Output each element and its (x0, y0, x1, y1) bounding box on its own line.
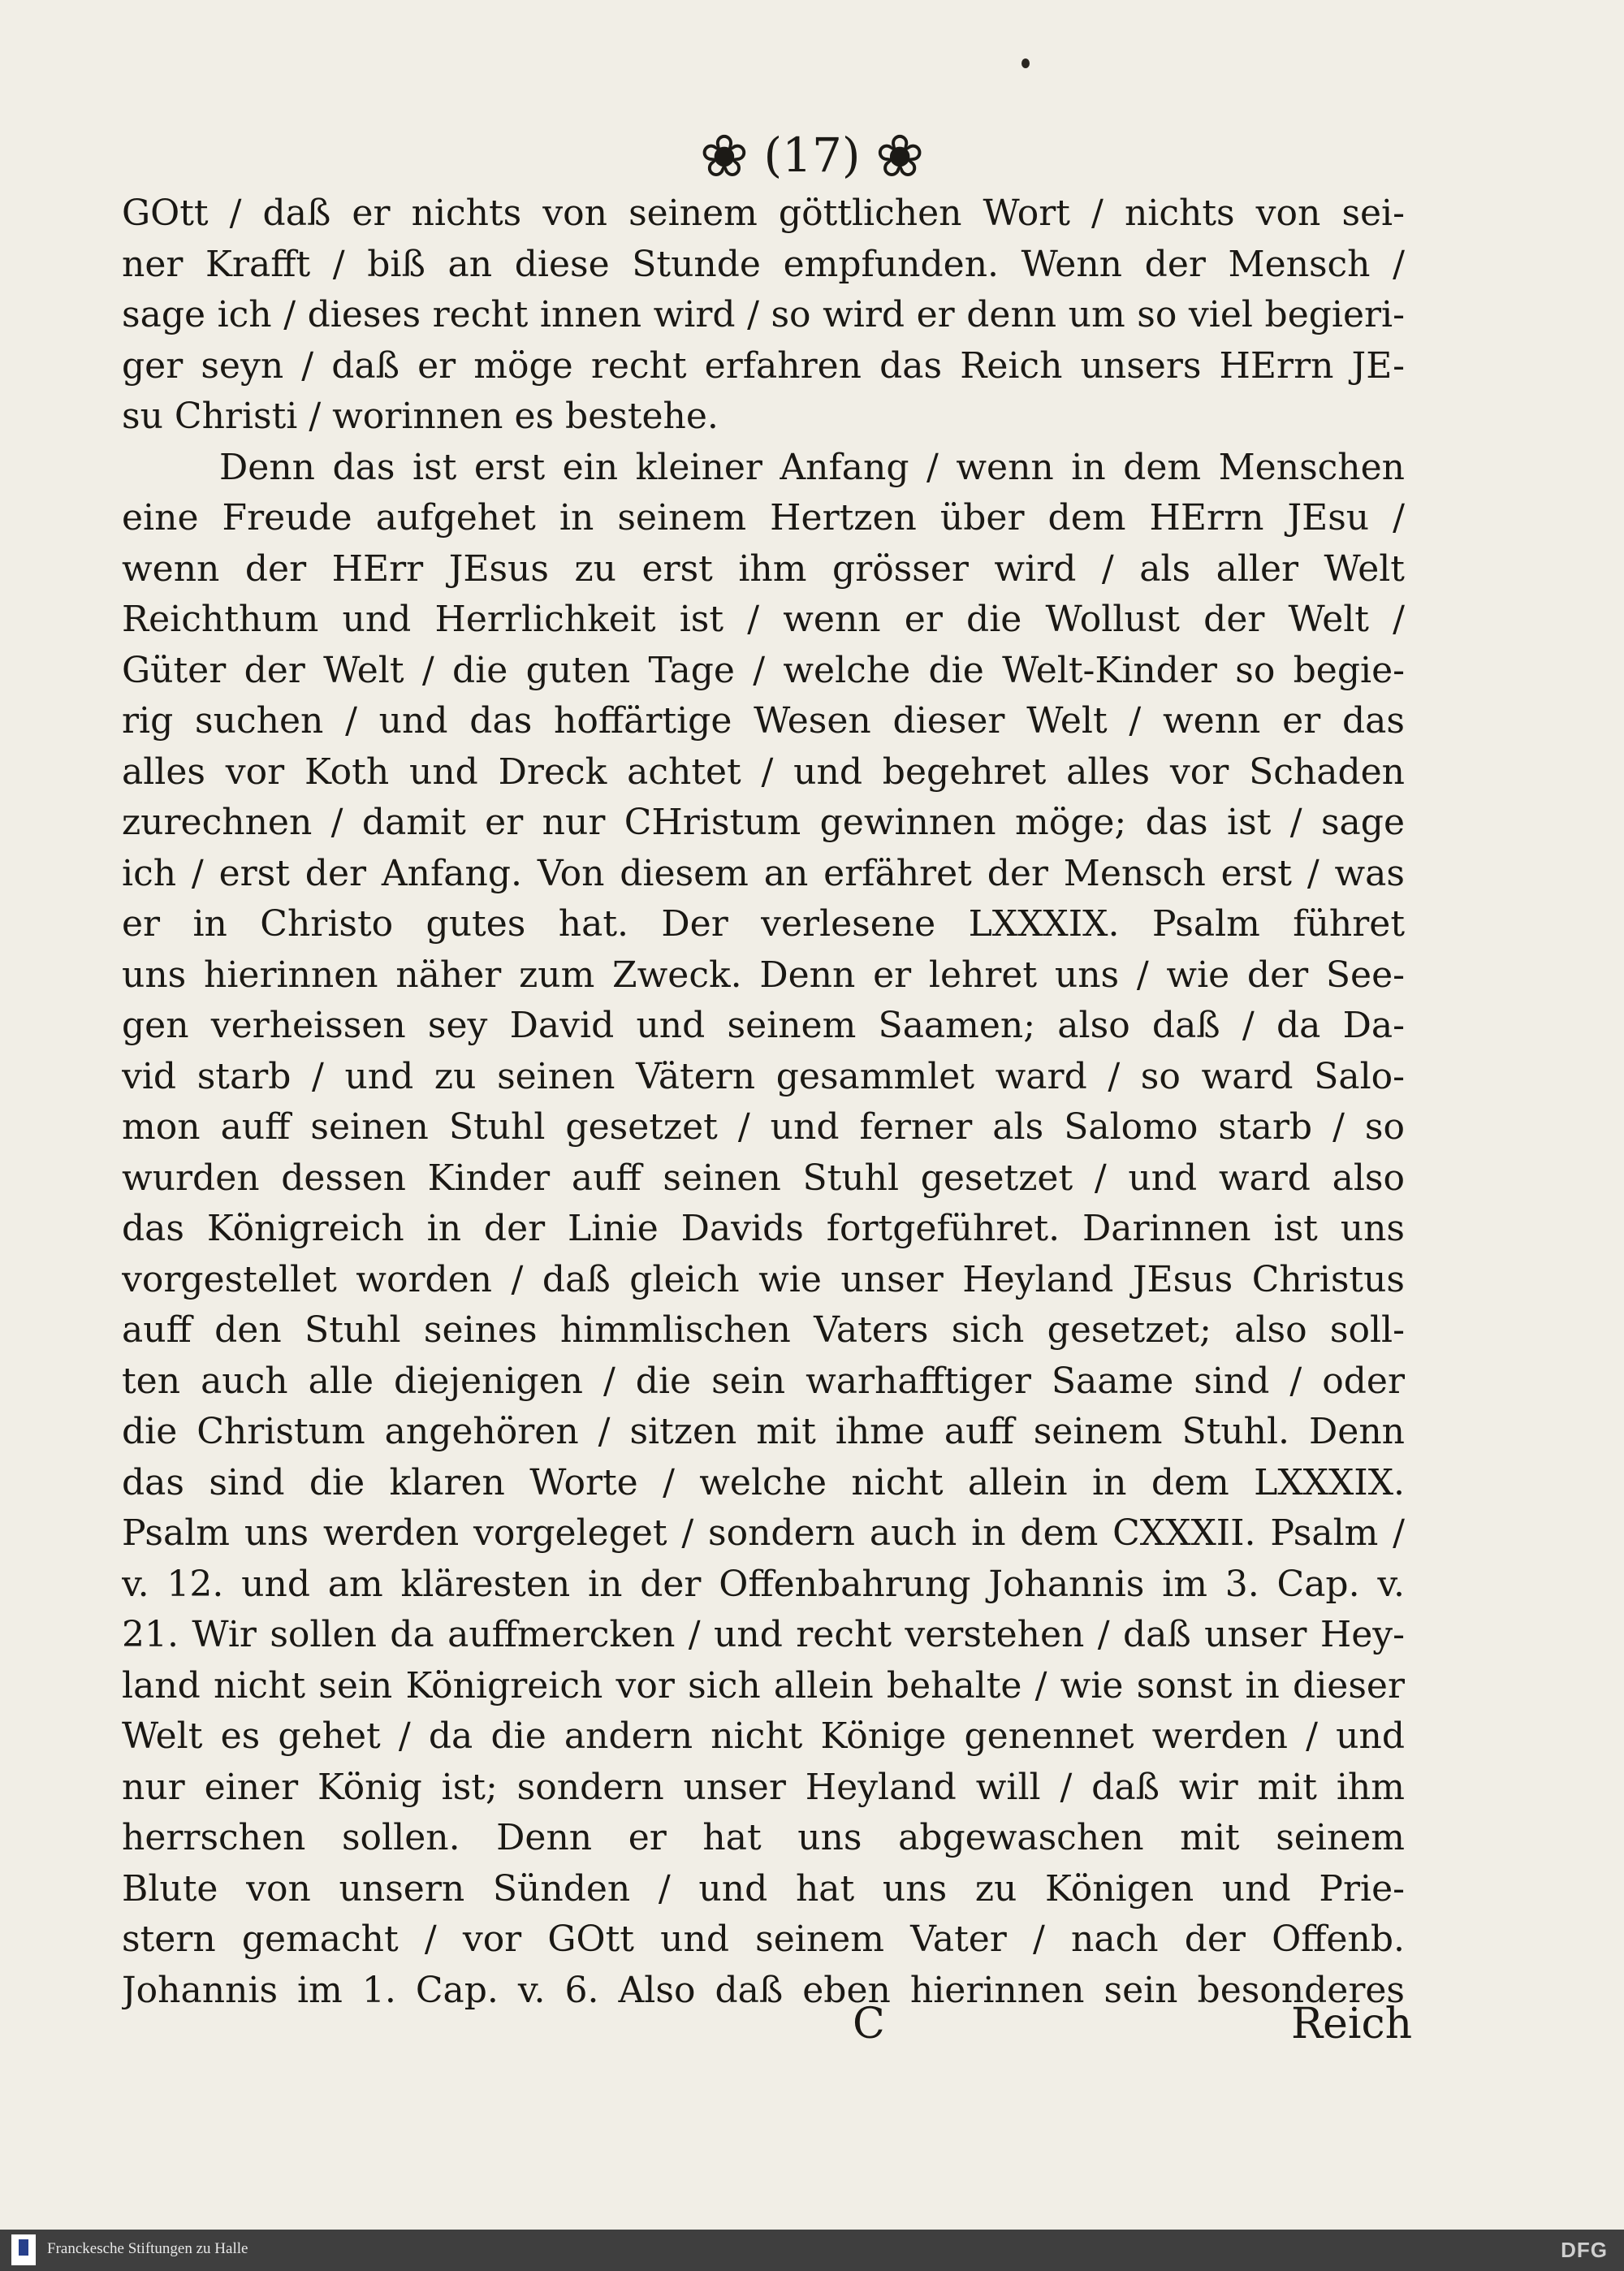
body-text (122, 188, 1405, 2016)
text-line: die Christum angehören / sitzen mit ihme auff seinem Stuhl. Denn (122, 1411, 1405, 1452)
text-line: uns hierinnen näher zum Zweck. Denn er lehret uns / wie der See- (122, 954, 1405, 996)
text-line: land nicht sein Königreich vor sich allein behalte / wie sonst in dieser (122, 1664, 1405, 1706)
page-header (0, 122, 1624, 195)
flower-ornament-icon: ❀ (875, 122, 925, 190)
text-line: sage ich / dieses recht innen wird / so wird er denn um so viel begieri- (122, 294, 1405, 335)
text-line: Johannis im 1. Cap. v. 6. Also daß eben hierinnen sein besonderes (122, 1969, 1405, 2011)
text-line: Welt es gehet / da die andern nicht Könige genennet werden / und (122, 1715, 1405, 1757)
text-line: vorgestellet worden / daß gleich wie unser Heyland JEsus Christus (122, 1258, 1405, 1300)
signature-mark: C (853, 2000, 885, 2048)
text-line: Blute von unsern Sünden / und hat uns zu Königen und Prie- (122, 1867, 1405, 1910)
text-line: vid starb / und zu seinen Vätern gesammlet ward / so ward Salo- (122, 1055, 1405, 1097)
text-line: nur einer König ist; sondern unser Heyland will / daß wir mit ihm (122, 1766, 1405, 1808)
page-number: (17) (763, 128, 861, 183)
text-line: auff den Stuhl seines himmlischen Vaters sich gesetzet; also soll- (122, 1309, 1405, 1351)
text-line: das sind die klaren Worte / welche nicht allein in dem LXXXIX. (122, 1461, 1405, 1503)
text-line: eine Freude aufgehet in seinem Hertzen über dem HErrn JEsu / (122, 497, 1405, 539)
text-line: ten auch alle diejenigen / die sein warhafftiger Saame sind / oder (122, 1360, 1405, 1402)
text-line: Güter der Welt / die guten Tage / welche die Welt-Kinder so begie- (122, 649, 1405, 691)
text-line: das Königreich in der Linie Davids fortgeführet. Darinnen ist uns (122, 1208, 1405, 1249)
text-line: Denn das ist erst ein kleiner Anfang / wenn in dem Menschen (219, 446, 1405, 488)
text-line: er in Christo gutes hat. Der verlesene LXXXIX. Psalm führet (122, 903, 1405, 945)
text-line: mon auff seinen Stuhl gesetzet / und ferner als Salomo starb / so (122, 1106, 1405, 1148)
text-line: Reichthum und Herrlichkeit ist / wenn er die Wollust der Welt / (122, 599, 1405, 640)
institution-name: Franckesche Stiftungen zu Halle (47, 2240, 248, 2257)
text-line: wurden dessen Kinder auff seinen Stuhl gesetzet / und ward also (122, 1157, 1405, 1199)
institution-logo-icon (11, 2234, 36, 2265)
flower-ornament-icon: ❀ (699, 122, 749, 190)
viewer-footer-bar (0, 2230, 1624, 2271)
text-line: alles vor Koth und Dreck achtet / und begehret alles vor Schaden (122, 751, 1405, 793)
text-line: Psalm uns werden vorgeleget / sondern auch in dem CXXXII. Psalm / (122, 1512, 1405, 1554)
text-line: v. 12. und am kläresten in der Offenbahrung Johannis im 3. Cap. v. (122, 1563, 1405, 1605)
text-line: gen verheissen sey David und seinem Saamen; also daß / da Da- (122, 1005, 1405, 1046)
ink-speck (1021, 58, 1030, 68)
text-line: 21. Wir sollen da auffmercken / und recht verstehen / daß unser Hey- (122, 1614, 1405, 1655)
text-line: GOtt / daß er nichts von seinem göttlichen Wort / nichts von sei- (122, 192, 1405, 234)
text-line: herrschen sollen. Denn er hat uns abgewaschen mit seinem (122, 1817, 1405, 1858)
dfg-logo: DFG (1561, 2238, 1608, 2262)
text-line: zurechnen / damit er nur CHristum gewinnen möge; das ist / sage (122, 802, 1405, 843)
text-line: su Christi / worinnen es bestehe. (122, 396, 719, 437)
text-line: ich / erst der Anfang. Von diesem an erfähret der Mensch erst / was (122, 852, 1405, 894)
text-line: stern gemacht / vor GOtt und seinem Vater / nach der Offenb. (122, 1918, 1405, 1960)
text-line: rig suchen / und das hoffärtige Wesen dieser Welt / wenn er das (122, 700, 1405, 742)
text-line: ner Krafft / biß an diese Stunde empfunden. Wenn der Mensch / (122, 243, 1405, 285)
text-line: ger seyn / daß er möge recht erfahren das Reich unsers HErrn JE- (122, 344, 1405, 387)
catchword: Reich (1291, 2000, 1413, 2048)
text-line: wenn der HErr JEsus zu erst ihm grösser wird / als aller Welt (122, 547, 1405, 590)
